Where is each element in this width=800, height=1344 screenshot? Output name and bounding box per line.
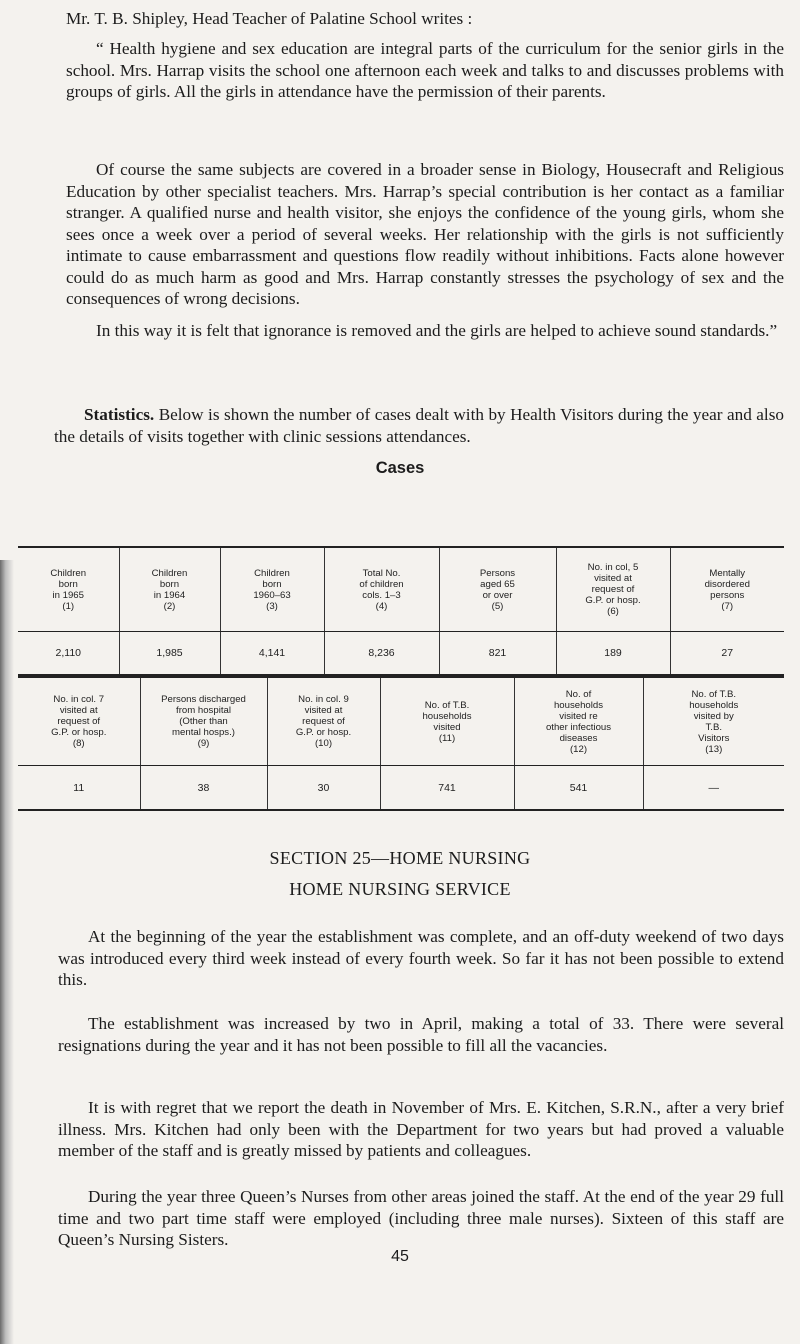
table2-header-cell [514,677,643,766]
table2-header-line: visited re [559,710,598,722]
table1-header-cell [556,547,670,632]
table1-header-line: born [58,578,78,590]
table2-header-line: No. of T.B. [691,688,737,700]
table1-header-line: of children [359,578,404,590]
table2-header-line: No. in col. 7 [53,694,105,705]
table1-value-cell: 4,141 [220,632,324,676]
table1-header-line: (1) [62,600,75,612]
table1-header-line: Children [151,567,188,579]
table2-header-line: visited at [59,705,98,716]
table1-header-line: Children [50,567,87,579]
table2-header-line: mental hosps.) [172,727,235,738]
table1-value-cell: 1,985 [119,632,220,676]
table2-header-line: visited at [304,705,343,716]
page-number: 45 [391,1248,409,1265]
table2-header-line: G.P. or hosp. [51,727,107,738]
section-paragraph-4: During the year three Queen’s Nurses from other areas joined the staff. At the end of the year 29 full time and two part time staff were employed (including three male nurses). Sixteen of this staff are Queen’s Nursing Sisters. [58,1187,784,1249]
quote-paragraph-2: Of course the same subjects are covered in a broader sense in Biology, Housecraft and Religious Education by other specialist teachers. Mrs. Harrap’s special contribution is her contact as a familiar stranger. A qualified nurse and health visitor, she enjoys the confidence of the young girls, whom she sees once a week over a period of several weeks. Her relationship with the girls is not sufficiently intimate to cause embarrassment and questions flow readily without inhibitions. Facts alone however could do as much harm as good and Mrs. Harrap constantly stresses the psychology of sex and the consequences of wrong decisions. [66,160,784,308]
quote-paragraph-1: “ Health hygiene and sex education are integral parts of the curriculum for the senior girls in the school. Mrs. Harrap visits the school one afternoon each week and talks to and discusses problems with groups of girls. All the girls in attendance have the permission of their parents. [66,39,784,101]
table1-header-line: 1960–63 [253,589,291,601]
section-paragraph-3: It is with regret that we report the death in November of Mrs. E. Kitchen, S.R.N., after a very brief illness. Mrs. Kitchen had only been with the Department for two years but had proved a valuable member of the staff and is greatly missed by patients and colleagues. [58,1098,784,1160]
table1-header-line: born [262,578,282,590]
cases-table-1 [18,546,784,676]
page-edge-shadow [0,560,14,1344]
table1-header-cell [220,547,324,632]
table2-header-line: request of [57,716,101,727]
cases-table-title: Cases [375,459,425,477]
table2-header-cell [267,677,380,766]
table2-header-line: other infectious [545,721,612,733]
table2-header-line: Persons discharged [161,694,246,705]
table2-header-line: households [553,699,604,711]
table1-header-line: Persons [479,567,516,579]
table1-value-cell: 27 [670,632,784,676]
table1-header-line: Mentally [709,567,746,579]
table2-header-line: diseases [559,732,598,744]
table2-header-line: visited [433,721,461,733]
table1-header-cell [18,547,119,632]
table2-header-line: (13) [705,743,723,755]
table2-header-line: (12) [569,743,588,755]
section-paragraph-2: The establishment was increased by two in April, making a total of 33. There were several resignations during the year and it has not been possible to fill all the vacancies. [58,1014,784,1055]
table2-header-line: (9) [197,738,210,749]
table1-header-line: disordered [704,578,750,590]
table1-header-line: or over [482,589,513,601]
table1-header-line: born [159,578,180,590]
section-subtitle: HOME NURSING SERVICE [289,879,511,899]
table1-header-cell [670,547,784,632]
table2-header-cell [643,677,784,766]
table1-header-line: (7) [721,600,734,612]
section-paragraph-1: At the beginning of the year the establishment was complete, and an off-duty weekend of two days was introduced every third week instead of every fourth week. So far it has not been possible to extend this. [58,927,784,989]
table2-value-row [18,766,784,811]
table1-header-line: (5) [491,600,504,612]
table1-value-cell: 8,236 [324,632,439,676]
table2-header-line: No. in col. 9 [298,694,349,705]
table2-header-cell [18,677,140,766]
statistics-text: Below is shown the number of cases dealt with by Health Visitors during the year and also the details of visits together with clinic sessions attendances. [54,405,784,446]
table2-value-cell: 541 [514,766,643,811]
table1-value-cell: 2,110 [55,647,81,659]
table1-value-cell: 821 [439,632,556,676]
table2-header-line: No. of T.B. [424,699,470,711]
table1-header-line: in 1964 [153,589,186,601]
table2-header-line: households [422,710,472,722]
table1-header-line: Children [254,567,290,579]
table1-value-cell: 189 [556,632,670,676]
table2-header-cell [140,677,267,766]
table1-header-cell [119,547,220,632]
table1-value-row [18,632,784,676]
quote-attribution: Mr. T. B. Shipley, Head Teacher of Palatine School writes : [66,9,473,28]
table2-value-cell: 30 [267,766,380,811]
table2-header-line: (11) [438,732,456,744]
table2-header-line: No. of [565,688,592,700]
table1-header-cell [324,547,439,632]
table1-header-line: G.P. or hosp. [585,595,641,606]
table2-header-line: (8) [72,738,85,749]
table2-value-cell: 741 [380,766,514,811]
statistics-label: Statistics. [84,405,155,424]
table2-header-line: Visitors [698,732,730,744]
table1-header-line: in 1965 [52,589,84,601]
table1-header-line: (6) [607,606,619,617]
table2-header-line: visited by [693,710,734,722]
table2-value-cell: — [643,766,784,811]
table1-header-line: request of [591,584,635,595]
table2-value-cell: 11 [73,781,85,794]
table2-header-line: G.P. or hosp. [295,727,352,738]
table2-header-line: households [689,699,739,711]
table2-header-row [18,677,784,766]
table1-header-line: cols. 1–3 [362,589,401,601]
table1-header-line: Total No. [362,567,401,579]
statistics-paragraph [54,404,784,447]
table1-header-line: (4) [375,600,388,612]
table1-header-line: persons [710,589,745,601]
table1-header-line: aged 65 [480,578,515,590]
table1-header-line: No. in col, 5 [587,562,639,573]
table1-header-row [18,547,784,632]
quote-paragraph-3: In this way it is felt that ignorance is removed and the girls are helped to achieve sound standards.” [96,321,778,340]
table2-header-line: (10) [314,738,333,749]
table2-value-cell: 38 [140,766,267,811]
table1-header-line: visited at [594,573,632,584]
table2-header-line: (Other than [179,716,228,727]
table1-header-line: (3) [266,600,278,612]
cases-table-2 [18,676,784,811]
table2-header-line: request of [302,716,345,727]
table2-header-line: T.B. [705,721,723,733]
table2-header-cell [380,677,514,766]
table1-header-line: (2) [163,600,176,612]
table2-header-line: from hospital [176,705,231,716]
table1-header-cell [439,547,556,632]
section-title: SECTION 25—HOME NURSING [269,848,531,868]
